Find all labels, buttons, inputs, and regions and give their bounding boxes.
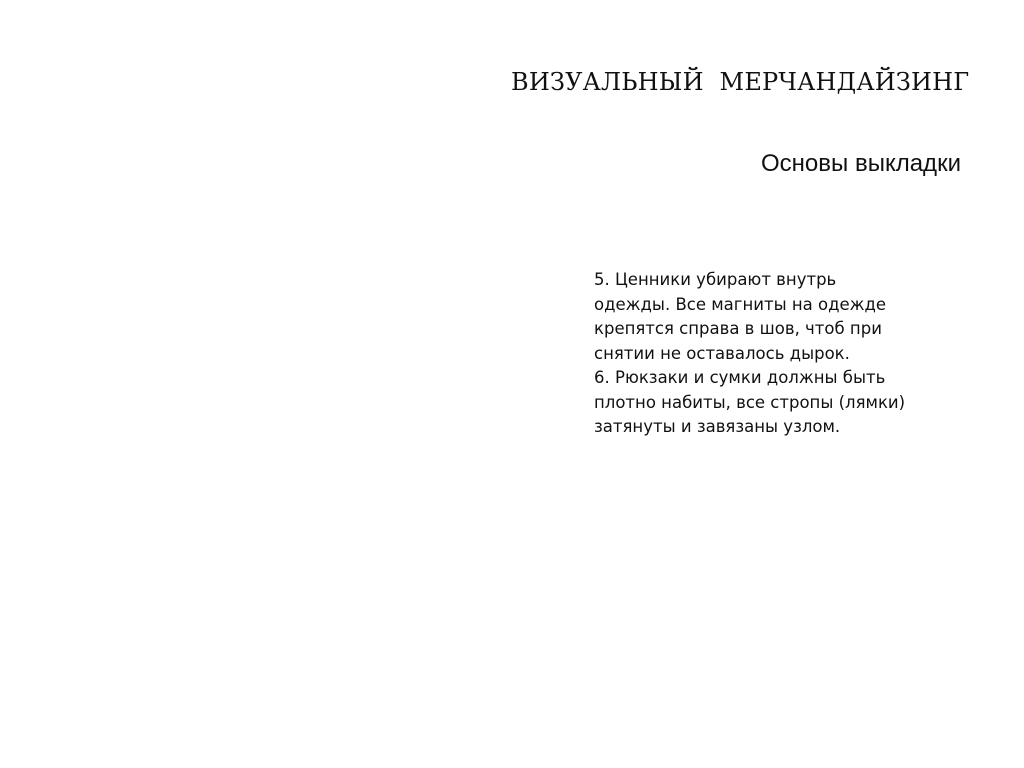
text-line: снятии не оставалось дырок. (594, 343, 850, 363)
text-line: затянуты и завязаны узлом. (594, 417, 841, 436)
paragraph-backpacks (594, 366, 984, 440)
slide-body (594, 268, 984, 440)
text-line: крепятся справа в шов, чтоб при (594, 319, 882, 338)
text-line: 5. Ценники убирают внутрь (594, 270, 837, 289)
text-line: плотно набиты, все стропы (лямки) (594, 392, 906, 412)
paragraph-price-tags (594, 268, 984, 366)
slide-title: ВИЗУАЛЬНЫЙ МЕРЧАНДАЙЗИНГ (511, 68, 970, 96)
text-line: одежды. Все магниты на одежде (594, 294, 887, 314)
text-line: 6. Рюкзаки и сумки должны быть (594, 368, 886, 387)
slide-subtitle: Основы выкладки (761, 150, 961, 177)
